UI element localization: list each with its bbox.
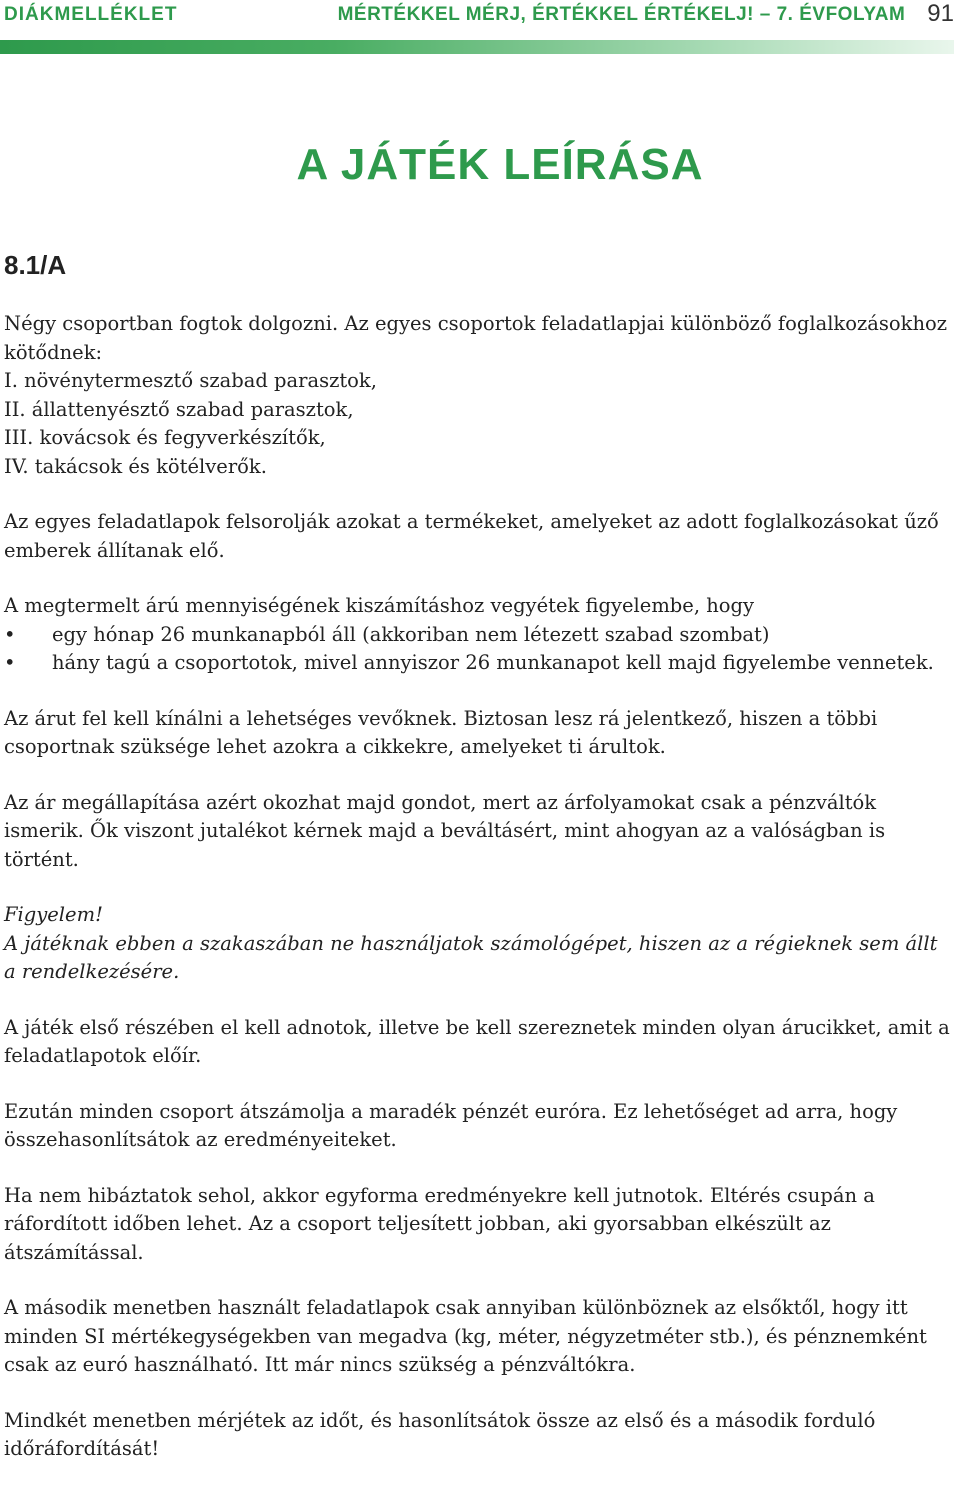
group-item: IV. takácsok és kötélverők. [4, 454, 267, 478]
running-header [4, 0, 954, 30]
section-number: 8.1/A [4, 250, 67, 280]
group-item: I. növénytermesztő szabad parasztok, [4, 369, 377, 392]
bullet-list [4, 621, 954, 678]
exchange-paragraph: Ezután minden csoport átszámolja a maradék pénzét euróra. Ez lehetőséget ad arra, hogy összehasonlítsátok az eredményeiteket. [4, 1099, 898, 1151]
first-part-paragraph: A játék első részében el kell adnotok, illetve be kell szereznetek minden olyan árucikket, amit a feladatlapotok előír. [4, 1015, 950, 1067]
header-gradient-rule [0, 40, 954, 54]
group-list [4, 367, 954, 481]
intro-paragraph: Négy csoportban fogtok dolgozni. Az egyes csoportok feladatlapjai különböző foglalkozásokhoz kötődnek: [4, 312, 948, 364]
bullet-item: • egy hónap 26 munkanapból áll (akkoriban nem létezett szabad szombat) [4, 621, 954, 650]
errors-paragraph: Ha nem hibáztatok sehol, akkor egyforma eredményekre kell jutnotok. Eltérés csupán a ráfordított időben lehet. Az a csoport teljesített jobban, aki gyorsabban elkészült az átszámítással. [4, 1183, 875, 1264]
page-number: 91 [927, 0, 954, 27]
warning-label: Figyelem! [4, 903, 103, 926]
bullet-item: • hány tagú a csoportotok, mivel annyiszor 26 munkanapot kell majd figyelembe vennetek. [4, 649, 954, 678]
products-paragraph: Az egyes feladatlapok felsorolják azokat a termékeket, amelyeket az adott foglalkozásokat űző emberek állítanak elő. [4, 510, 939, 562]
body-text [4, 310, 954, 1464]
page-title: A JÁTÉK LEÍRÁSA [296, 140, 704, 189]
quantity-paragraph: A megtermelt árú mennyiségének kiszámításhoz vegyétek figyelembe, hogy [4, 594, 755, 617]
warning-text: A játéknak ebben a szakaszában ne használjatok számológépet, hiszen az a régieknek sem állt a rendelkezésére. [4, 931, 938, 983]
group-item: III. kovácsok és fegyverkészítők, [4, 426, 326, 449]
group-item: II. állattenyésztő szabad parasztok, [4, 397, 354, 421]
header-right-label: MÉRTÉKKEL MÉRJ, ÉRTÉKKEL ÉRTÉKELJ! – 7. ÉVFOLYAM [337, 4, 906, 25]
second-round-paragraph: A második menetben használt feladatlapok csak annyiban különböznek az elsőktől, hogy itt minden SI mértékegységekben van megadva (kg, méter, négyzetméter stb.), és pénznemként csak az euró használható. Itt már nincs szükség a pénzváltókra. [4, 1296, 927, 1376]
offer-paragraph: Az árut fel kell kínálni a lehetséges vevőknek. Biztosan lesz rá jelentkező, hiszen a többi csoportnak szüksége lehet azokra a cikkekre, amelyeket ti árultok. [4, 706, 878, 758]
header-left-label: DIÁKMELLÉKLET [4, 4, 178, 25]
time-paragraph: Mindkét menetben mérjétek az időt, és hasonlítsátok össze az első és a második forduló időráfordítását! [4, 1408, 876, 1460]
price-paragraph: Az ár megállapítása azért okozhat majd gondot, mert az árfolyamokat csak a pénzváltók ismerik. Ők viszont jutalékot kérnek majd a beváltásért, mint ahogyan az a valóságban is történt. [4, 790, 886, 871]
